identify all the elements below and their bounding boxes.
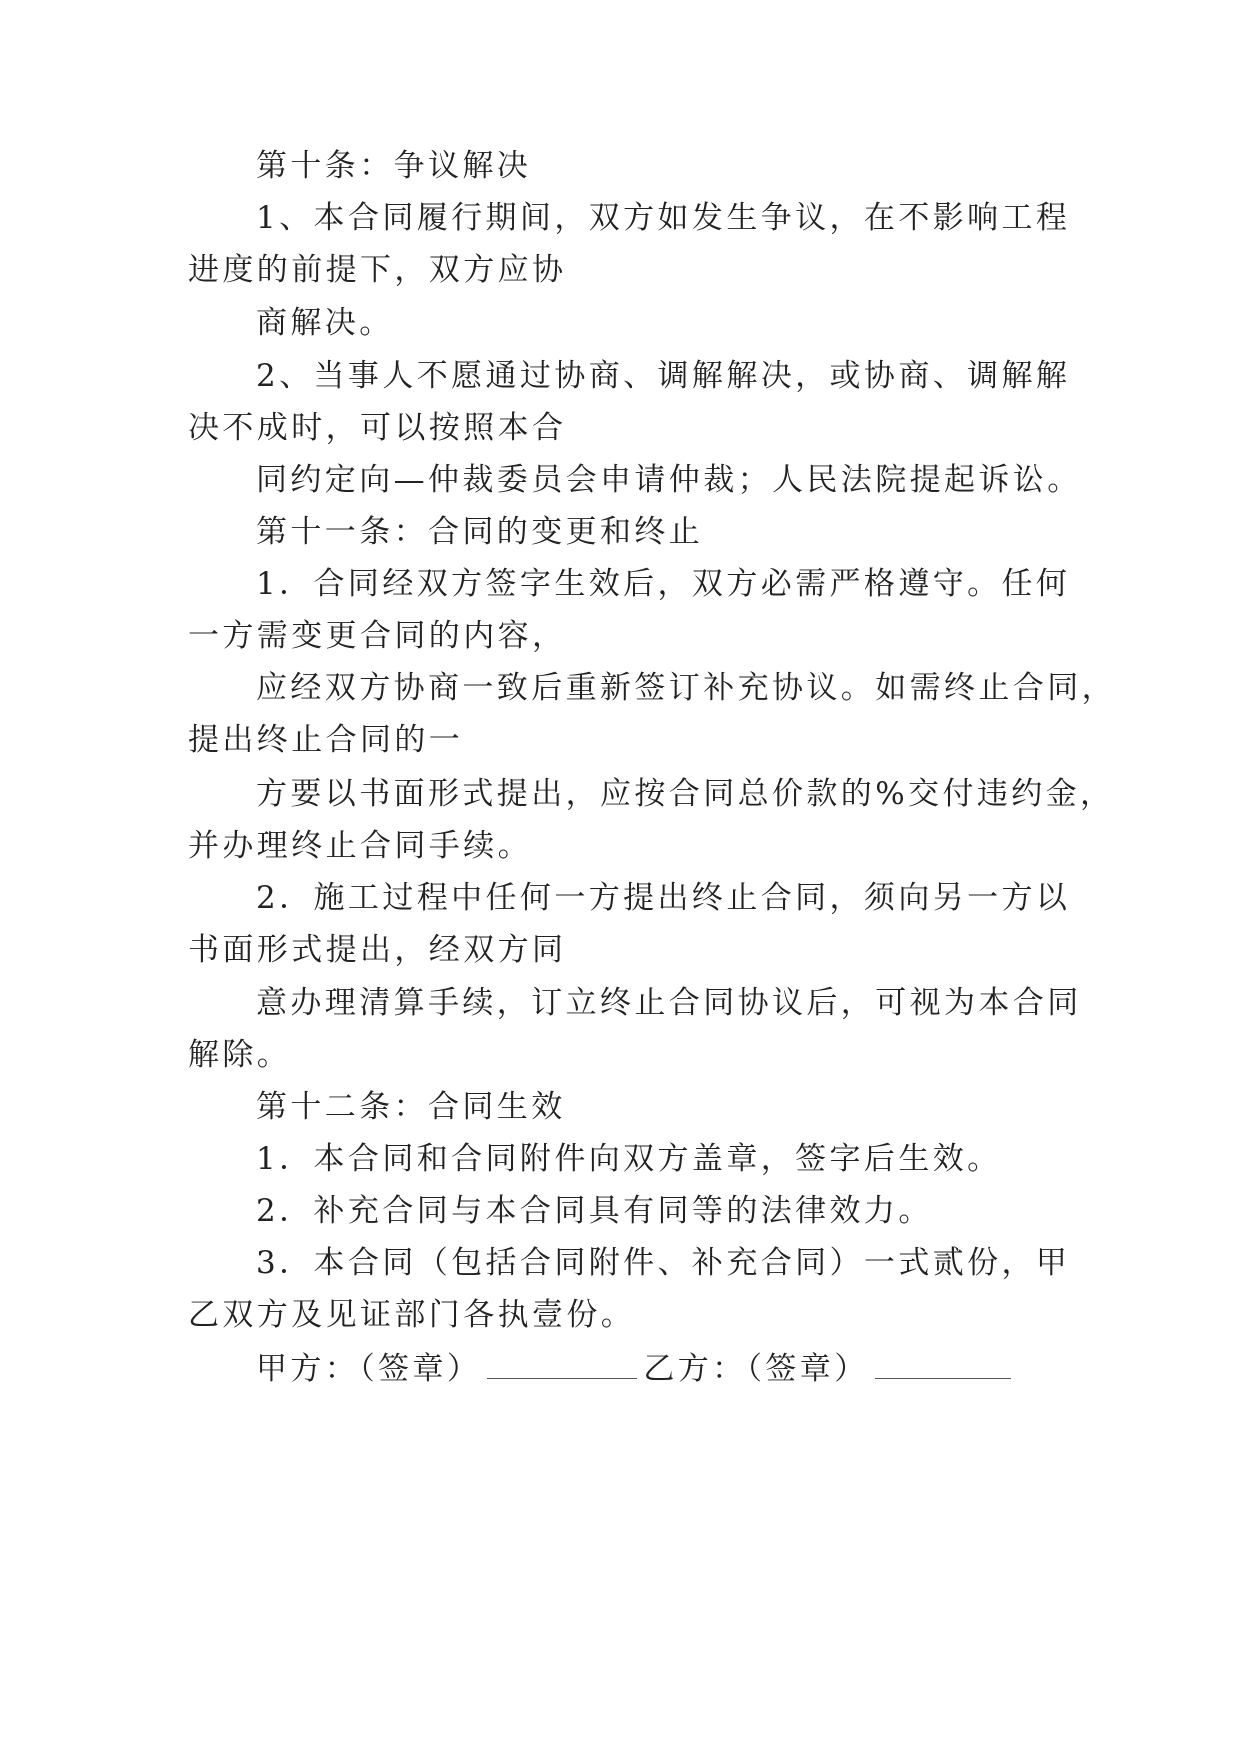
paragraph-line: 3．本合同（包括合同附件、补充合同）一式贰份，甲 xyxy=(256,1245,1071,1281)
party-b-label: 乙方：（签章） xyxy=(643,1351,869,1387)
paragraph-line: 2．施工过程中任何一方提出终止合同，须向另一方以 xyxy=(256,880,1071,916)
paragraph-line: 1、本合同履行期间，双方如发生争议，在不影响工程 xyxy=(256,200,1071,236)
paragraph-line: 1．合同经双方签字生效后，双方必需严格遵守。任何 xyxy=(256,566,1071,602)
paragraph-line: 2、当事人不愿通过协商、调解解决，或协商、调解解 xyxy=(256,358,1071,394)
paragraph-line: 意办理清算手续，订立终止合同协议后，可视为本合同 xyxy=(256,985,1082,1021)
paragraph-line: 应经双方协商一致后重新签订补充协议。如需终止合同， xyxy=(256,670,1116,706)
paragraph-line: 方要以书面形式提出，应按合同总价款的%交付违约金， xyxy=(256,776,1115,812)
paragraph-line: 一方需变更合同的内容， xyxy=(188,618,567,654)
paragraph-line: 2．补充合同与本合同具有同等的法律效力。 xyxy=(256,1193,933,1229)
article-10-heading: 第十条：争议解决 xyxy=(256,148,532,184)
party-b-signature-blank xyxy=(875,1352,1011,1379)
party-a-signature-blank xyxy=(487,1352,637,1379)
article-11-heading: 第十一条：合同的变更和终止 xyxy=(256,514,704,550)
party-a-label: 甲方：（签章） xyxy=(256,1351,482,1387)
paragraph-line: 解除。 xyxy=(188,1037,292,1073)
article-12-heading: 第十二条：合同生效 xyxy=(256,1089,566,1125)
paragraph-line: 进度的前提下，双方应协 xyxy=(188,252,567,288)
paragraph-line: 1．本合同和合同附件向双方盖章，签字后生效。 xyxy=(256,1141,1002,1177)
paragraph-line: 乙双方及见证部门各执壹份。 xyxy=(188,1297,636,1333)
paragraph-line: 决不成时，可以按照本合 xyxy=(188,410,567,446)
paragraph-line: 并办理终止合同手续。 xyxy=(188,828,532,864)
paragraph-line: 提出终止合同的一 xyxy=(188,722,464,758)
signature-line xyxy=(256,1349,1017,1389)
paragraph-line: 书面形式提出，经双方同 xyxy=(188,932,567,968)
paragraph-line: 同约定向—仲裁委员会申请仲裁；人民法院提起诉讼。 xyxy=(256,462,1082,498)
paragraph-line: 商解决。 xyxy=(256,305,394,341)
